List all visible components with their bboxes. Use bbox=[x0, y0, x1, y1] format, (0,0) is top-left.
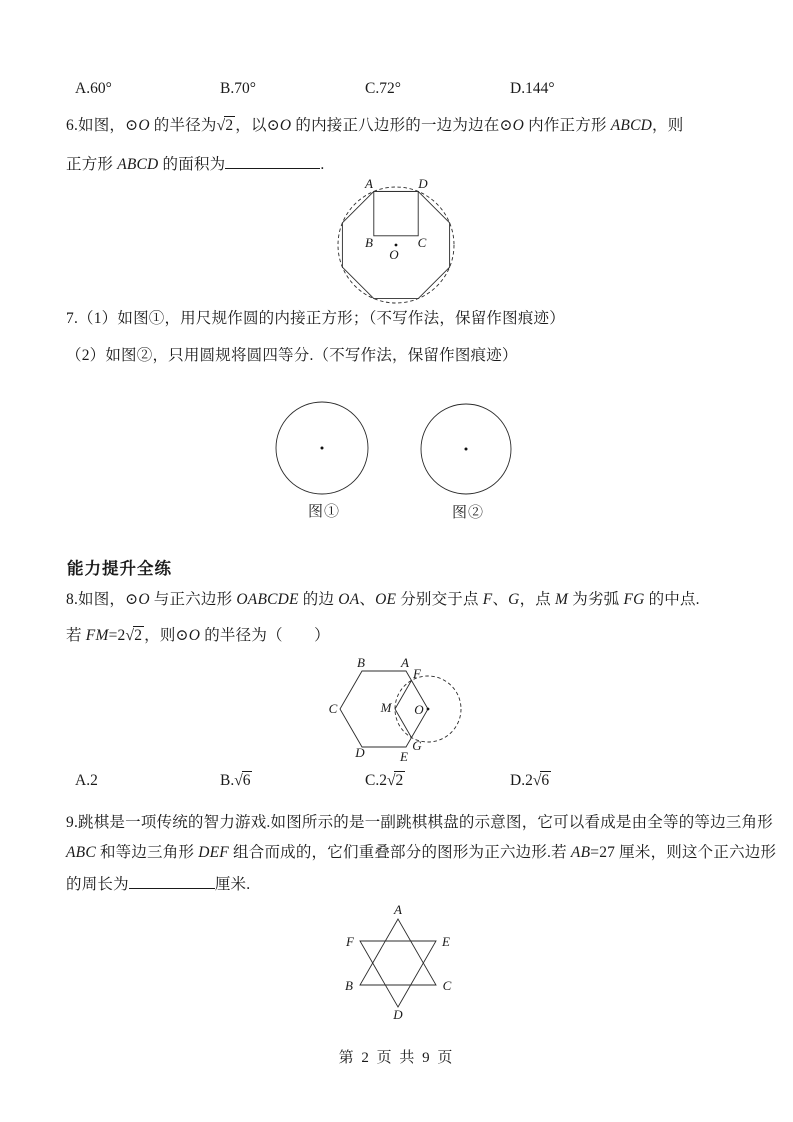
q8-chord-fm bbox=[395, 680, 412, 709]
q8-center-dot bbox=[427, 708, 430, 711]
q7-figure-caption-1: 图① bbox=[308, 504, 341, 520]
q9-triangle-abc bbox=[360, 919, 436, 985]
q9-label-c: C bbox=[442, 978, 452, 993]
q8-label-b: B bbox=[357, 655, 365, 670]
q9-label-a: A bbox=[394, 902, 402, 917]
q9-label-b: B bbox=[345, 978, 353, 993]
q6-figure-octagon bbox=[306, 178, 486, 310]
q8-label-g: G bbox=[412, 738, 422, 753]
q8-label-a: A bbox=[401, 655, 409, 670]
q7-figure-circles bbox=[260, 398, 540, 504]
q8-label-c: C bbox=[328, 701, 338, 716]
q6-label-c: C bbox=[417, 235, 427, 250]
q8-label-e: E bbox=[400, 749, 408, 764]
q8-text-line-2: 若 FM=2√2 ，则⊙O 的半径为（ ） bbox=[66, 627, 330, 644]
q8-text-line-1: 8.如图，⊙O 与正六边形 OABCDE 的边 OA、OE 分别交于点 F、G，点 M 为劣弧 FG 的中点. bbox=[66, 591, 700, 608]
q6-text-line-1: 6.如图，⊙O 的半径为√2 ，以⊙O 的内接正八边形的一边为边在⊙O 内作正方形 ABCD，则 bbox=[66, 117, 684, 134]
q9-text-line-2: ABC 和等边三角形 DEF 组合而成的，它们重叠部分的图形为正六边形.若 AB=27 厘米，则这个正六边形 bbox=[66, 844, 777, 861]
q7-text-line-2: （2）如图②，只用圆规将圆四等分.（不写作法，保留作图痕迹） bbox=[66, 347, 518, 364]
q9-label-d: D bbox=[393, 1007, 403, 1022]
q8-chord-mg bbox=[395, 709, 412, 738]
q6-label-d: D bbox=[418, 176, 428, 191]
q8-label-d: D bbox=[355, 745, 365, 760]
q6-label-b: B bbox=[365, 235, 373, 250]
q5-option-c: C.72° bbox=[365, 80, 401, 97]
q9-label-e: E bbox=[442, 934, 450, 949]
section-header: 能力提升全练 bbox=[67, 560, 172, 578]
q6-label-o: O bbox=[389, 247, 399, 262]
q7-circle-1-center-dot bbox=[321, 447, 324, 450]
q6-label-a: A bbox=[365, 176, 373, 191]
q8-option-b: B.√6 bbox=[220, 772, 251, 789]
q5-option-a: A.60° bbox=[75, 80, 112, 97]
q5-option-b: B.70° bbox=[220, 80, 256, 97]
q7-text-line-1: 7.（1）如图①，用尺规作圆的内接正方形；（不写作法，保留作图痕迹） bbox=[66, 310, 565, 327]
q6-square-abcd bbox=[374, 191, 418, 235]
q8-label-o: O bbox=[414, 702, 424, 717]
q7-figure-caption-2: 图② bbox=[452, 505, 485, 521]
q8-label-f: F bbox=[413, 666, 421, 681]
q5-option-d: D.144° bbox=[510, 80, 555, 97]
q6-text-line-2: 正方形 ABCD 的面积为 . bbox=[66, 153, 324, 176]
q9-triangle-def bbox=[360, 941, 436, 1007]
page-number-footer: 第 2 页 共 9 页 bbox=[338, 1050, 455, 1066]
q6-center-dot bbox=[395, 244, 398, 247]
q9-figure-star bbox=[330, 895, 470, 1030]
q8-label-m: M bbox=[380, 700, 392, 715]
q8-option-a: A.2 bbox=[75, 772, 98, 789]
q8-figure-hexagon bbox=[320, 650, 480, 768]
q8-option-d: D.2√6 bbox=[510, 772, 550, 789]
q9-text-line-1: 9.跳棋是一项传统的智力游戏.如图所示的是一副跳棋棋盘的示意图，它可以看成是由全等的等边三角形 bbox=[66, 814, 773, 831]
q8-option-c: C.2√2 bbox=[365, 772, 404, 789]
q9-text-line-3: 的周长为 厘米. bbox=[66, 873, 250, 896]
q9-label-f: F bbox=[346, 934, 354, 949]
q7-circle-2-center-dot bbox=[465, 448, 468, 451]
